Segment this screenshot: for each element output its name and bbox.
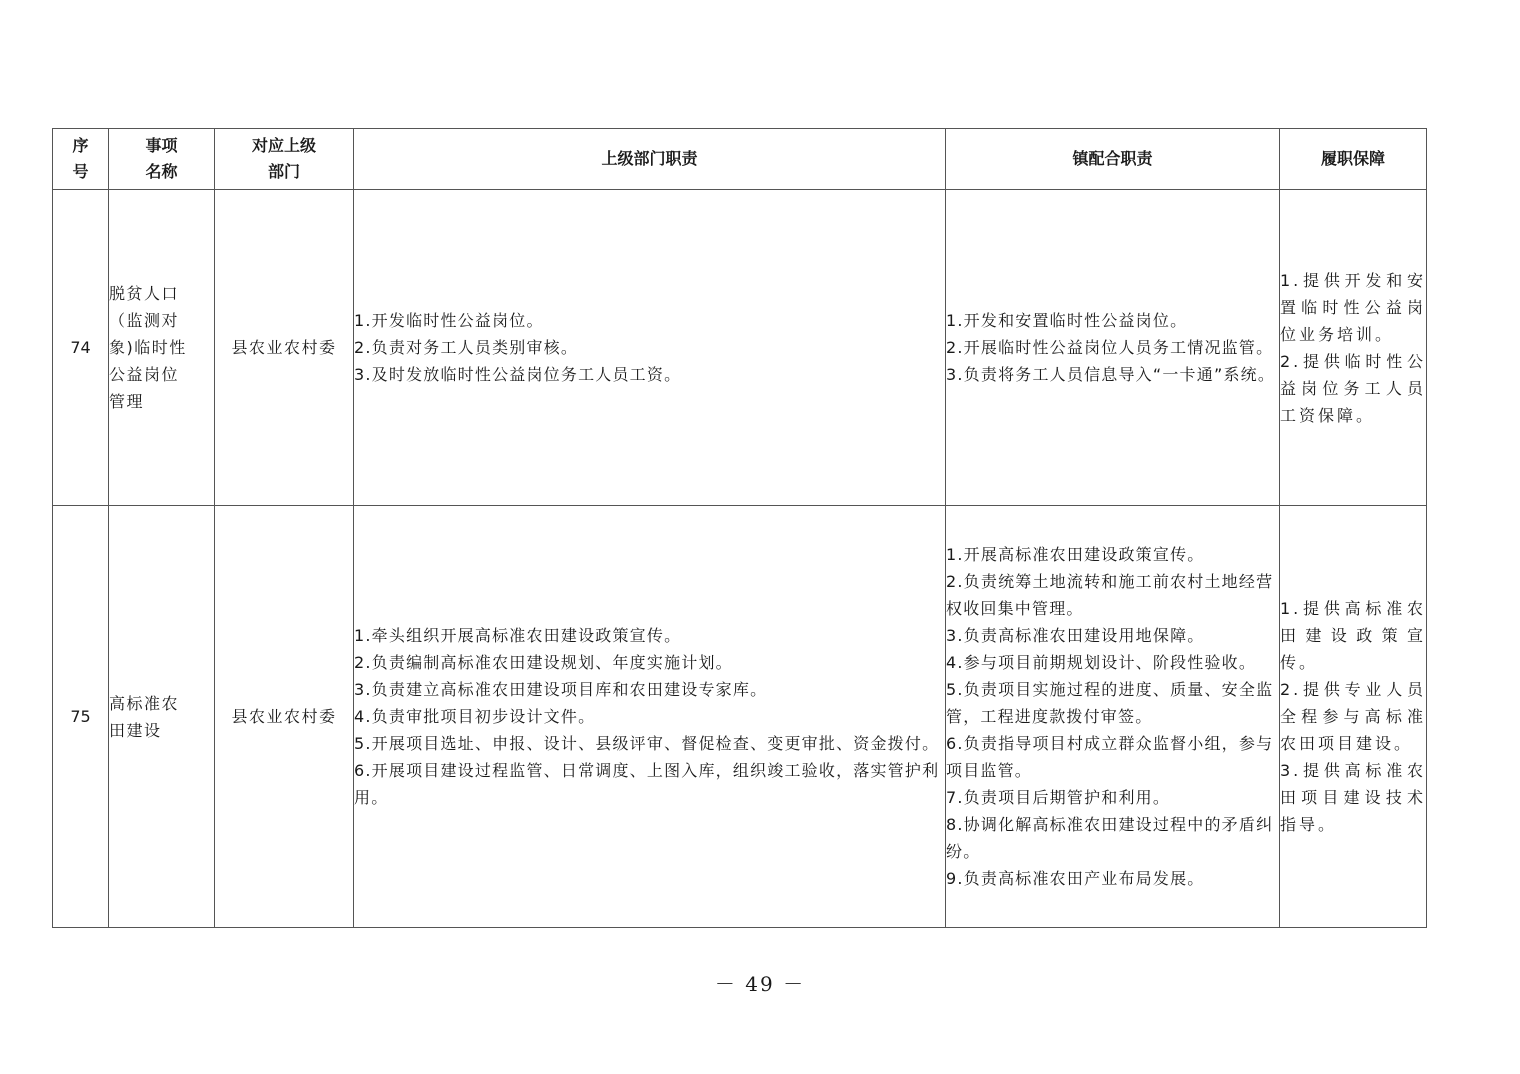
- header-row: [53, 129, 1427, 190]
- header-seq: 序 号: [53, 129, 109, 190]
- header-upper-dept: 对应上级 部门: [215, 129, 354, 190]
- row-guarantee: 1.提供开发和安置临时性公益岗位业务培训。 2.提供临时性公益岗位务工人员工资保障。: [1280, 190, 1427, 506]
- row-number: 75: [53, 506, 109, 928]
- row-department: 县农业农村委: [215, 190, 354, 506]
- row-town-duties: 1.开展高标准农田建设政策宣传。 2.负责统筹土地流转和施工前农村土地经营权收回集中管理。 3.负责高标准农田建设用地保障。 4.参与项目前期规划设计、阶段性验收。 5.负责项目实施过程的进度、质量、安全监管，工程进度款拨付审签。 6.负责指导项目村成立群众监督小组，参与项目监管。 7.负责项目后期管护和利用。 8.协调化解高标准农田建设过程中的矛盾纠纷。 9.负责高标准农田产业布局发展。: [946, 506, 1280, 928]
- row-upper-duties: 1.开发临时性公益岗位。 2.负责对务工人员类别审核。 3.及时发放临时性公益岗位务工人员工资。: [354, 190, 946, 506]
- header-item-name: 事项 名称: [109, 129, 215, 190]
- row-upper-duties: 1.牵头组织开展高标准农田建设政策宣传。 2.负责编制高标准农田建设规划、年度实施计划。 3.负责建立高标准农田建设项目库和农田建设专家库。 4.负责审批项目初步设计文件。 5.开展项目选址、申报、设计、县级评审、督促检查、变更审批、资金拨付。 6.开展项目建设过程监管、日常调度、上图入库，组织竣工验收，落实管护利用。: [354, 506, 946, 928]
- row-item-name: 脱贫人口 （监测对 象)临时性 公益岗位 管理: [109, 190, 215, 506]
- header-upper-duties: 上级部门职责: [354, 129, 946, 190]
- table-row: [53, 190, 1427, 506]
- row-guarantee: 1.提供高标准农田建设政策宣传。 2.提供专业人员全程参与高标准农田项目建设。 3.提供高标准农田项目建设技术指导。: [1280, 506, 1427, 928]
- row-department: 县农业农村委: [215, 506, 354, 928]
- header-town-duties: 镇配合职责: [946, 129, 1280, 190]
- header-guarantee: 履职保障: [1280, 129, 1427, 190]
- page-number: － 49 －: [714, 972, 806, 996]
- responsibility-table: [52, 128, 1427, 928]
- row-number: 74: [53, 190, 109, 506]
- table-row: [53, 506, 1427, 928]
- row-item-name: 高标准农 田建设: [109, 506, 215, 928]
- row-town-duties: 1.开发和安置临时性公益岗位。 2.开展临时性公益岗位人员务工情况监管。 3.负责将务工人员信息导入“一卡通”系统。: [946, 190, 1280, 506]
